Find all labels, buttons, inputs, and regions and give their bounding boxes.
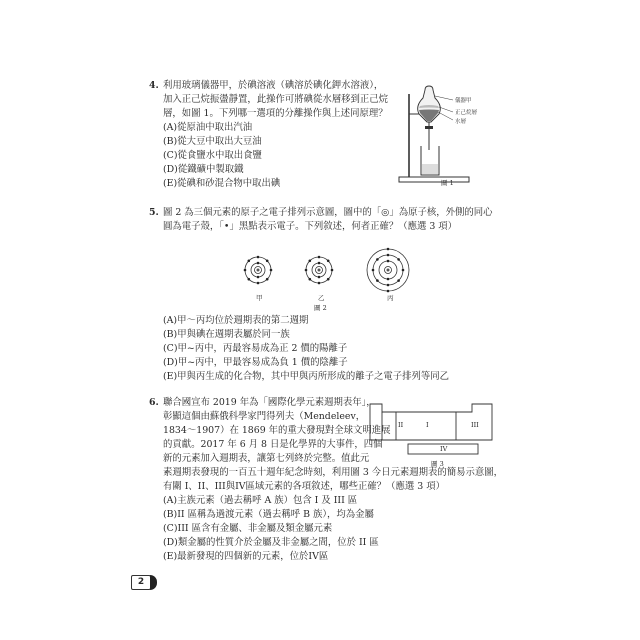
label-apparatus: 儀器甲 xyxy=(455,98,472,104)
region-label-i: I xyxy=(426,421,429,429)
electron xyxy=(372,269,375,272)
question-4-line-2: 加入正己烷振盪靜置，此操作可將碘從水層移到正己烷 xyxy=(163,94,389,105)
electron xyxy=(331,269,334,272)
region-label-iii: III xyxy=(471,421,479,429)
question-5-option-a: (A)甲～丙均位於週期表的第二週期 xyxy=(163,315,309,326)
electron xyxy=(248,260,251,263)
question-6-option-c: (C)III 區含有金屬、非金屬及類金屬元素 xyxy=(163,523,333,534)
question-4-number: 4. xyxy=(149,80,159,91)
electron xyxy=(257,256,260,259)
electron xyxy=(376,279,379,282)
page-number: 2 xyxy=(131,575,151,590)
question-5-option-b: (B)甲與碘在週期表屬於同一族 xyxy=(163,329,290,340)
electron xyxy=(257,282,260,285)
figure-3-caption: 圖 3 xyxy=(431,460,444,468)
electron xyxy=(318,282,321,285)
electron xyxy=(376,258,379,261)
electron xyxy=(387,284,390,287)
atom-label-yi: 乙 xyxy=(318,294,325,302)
atom-1 xyxy=(244,256,273,285)
electron xyxy=(327,278,330,281)
beaker-liquid xyxy=(422,164,438,174)
question-4-option-d: (D)從鐵礦中製取鐵 xyxy=(163,164,244,175)
electron xyxy=(266,260,269,263)
separatory-funnel-figure xyxy=(395,80,495,190)
question-6-line-4: 的貢獻。2017 年 6 月 8 日是化學界的大事件，四個 xyxy=(163,439,383,450)
electron xyxy=(318,256,321,259)
question-6-line-6: 素週期表發現的一百五十週年紀念時刻，利用圖 3 今日元素週期表的簡易示意圖， xyxy=(163,467,504,478)
question-5-number: 5. xyxy=(149,207,159,218)
periodic-table-figure xyxy=(368,400,496,458)
nucleus-core xyxy=(387,269,390,272)
region-label-ii: II xyxy=(398,421,404,429)
question-6-line-2: 彰顯這個由蘇俄科學家門得列夫（Mendeleev， xyxy=(163,411,366,422)
electron xyxy=(387,290,390,293)
electron xyxy=(318,262,321,265)
question-5-option-c: (C)甲~丙中，丙最容易成為正 2 價的陽離子 xyxy=(163,343,348,354)
stand-base xyxy=(399,177,469,182)
electron xyxy=(305,269,308,272)
question-6-line-7: 有關 I、II、III與IV區域元素的各項敘述，哪些正確？（應選 3 項） xyxy=(163,481,445,492)
question-6-line-5: 新的元素加入週期表，讓第七列終於完整。值此元 xyxy=(163,453,370,464)
electron xyxy=(309,260,312,263)
question-4-option-c: (C)從食鹽水中取出食鹽 xyxy=(163,150,262,161)
question-6-option-e: (E)最新發現的四個新的元素，位於IV區 xyxy=(163,551,329,562)
electron xyxy=(397,279,400,282)
electron xyxy=(402,269,405,272)
region-label-iv: IV xyxy=(440,445,448,453)
figure-2-caption: 圖 2 xyxy=(314,304,327,312)
question-5-line-1: 圖 2 為三個元素的原子之電子排列示意圖，圖中的「◎」為原子核，外側的同心 xyxy=(163,207,493,218)
question-4-line-3: 層，如圖 1。下列哪一選項的分離操作與上述同原理？ xyxy=(163,108,388,119)
question-4-option-e: (E)從碘和砂混合物中取出碘 xyxy=(163,178,281,189)
electron xyxy=(257,262,260,265)
water-layer xyxy=(419,110,439,122)
question-4-line-1: 利用玻璃儀器甲，於碘溶液（碘溶於碘化鉀水溶液）， xyxy=(163,80,384,91)
electron xyxy=(244,269,247,272)
electron xyxy=(397,258,400,261)
question-6-number: 6. xyxy=(149,397,159,408)
question-5-line-2: 圓為電子殼，「•」黑點表示電子。下列敘述，何者正確？（應選 3 項） xyxy=(163,221,458,232)
electron xyxy=(318,276,321,279)
electron xyxy=(309,278,312,281)
atom-3 xyxy=(367,248,409,293)
electron xyxy=(387,278,390,281)
label-hexane: 正己烷層 xyxy=(455,110,478,116)
nucleus-core xyxy=(257,269,260,272)
stopcock xyxy=(425,126,433,129)
figure-1-caption: 圖 1 xyxy=(441,179,454,187)
question-4-option-a: (A)從原油中取出汽油 xyxy=(163,122,253,133)
atom-diagrams xyxy=(220,240,450,300)
question-6-line-3: 1834～1907）在 1869 年的重大發現對全球文明進展 xyxy=(163,425,391,436)
question-6-line-1: 聯合國宣布 2019 年為「國際化學元素週期表年」， xyxy=(163,397,376,408)
question-6-option-d: (D)類金屬的性質介於金屬及非金屬之間，位於 II 區 xyxy=(163,537,379,548)
electron xyxy=(387,254,390,257)
question-5-option-e: (E)甲與丙生成的化合物，其中甲與丙所形成的離子之電子排列等同乙 xyxy=(163,371,450,382)
question-6-option-a: (A)主族元素（過去稱呼 A 族）包含 I 及 III 區 xyxy=(163,495,358,506)
electron xyxy=(257,276,260,279)
atom-2 xyxy=(305,256,334,285)
label-water: 水層 xyxy=(455,119,467,125)
atom-label-jia: 甲 xyxy=(256,294,263,302)
question-4-option-b: (B)從大豆中取出大豆油 xyxy=(163,136,262,147)
electron xyxy=(327,260,330,263)
electron xyxy=(387,248,390,251)
electron xyxy=(248,278,251,281)
electron xyxy=(387,260,390,263)
electron xyxy=(270,269,273,272)
atom-label-bing: 丙 xyxy=(387,294,394,302)
nucleus-core xyxy=(318,269,321,272)
electron xyxy=(266,278,269,281)
question-6-option-b: (B)II 區稱為過渡元素（過去稱呼 B 族），均為金屬 xyxy=(163,509,374,520)
question-5-option-d: (D)甲~丙中，甲最容易成為負 1 價的陰離子 xyxy=(163,357,348,368)
page-tab-marker xyxy=(150,575,157,590)
